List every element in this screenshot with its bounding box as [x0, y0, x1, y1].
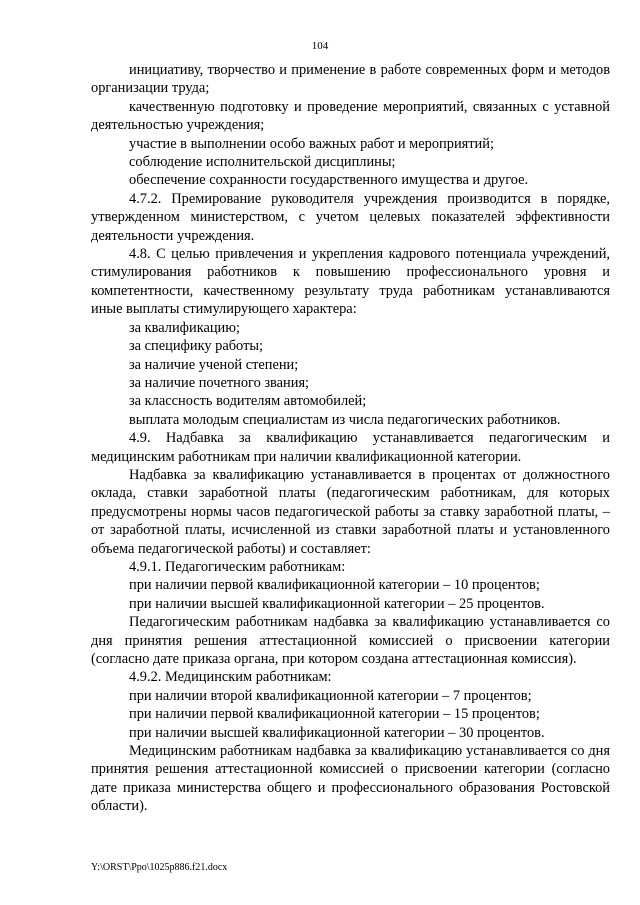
list-item: за наличие ученой степени; — [129, 356, 299, 373]
list-item: за наличие почетного звания; — [129, 374, 310, 391]
paragraph: 4.9. Надбавка за квалификацию устанавливается педагогическим и медицинским работникам при наличии квалификационной категории. — [91, 430, 610, 465]
paragraph: 4.7.2. Премирование руководителя учреждения производится в порядке, утвержденном министерством, с учетом целевых показателей эффективности деятельности учреждения. — [91, 190, 610, 244]
list-item: при наличии первой квалификационной категории – 10 процентов; — [129, 577, 540, 594]
paragraph: инициативу, творчество и применение в работе современных форм и методов организации труда; — [91, 62, 610, 97]
list-item: 4.9.1. Педагогическим работникам: — [129, 558, 346, 575]
document-body — [91, 61, 610, 816]
list-item: за классность водителям автомобилей; — [129, 393, 367, 410]
list-item: соблюдение исполнительской дисциплины; — [129, 154, 396, 171]
list-item: при наличии высшей квалификационной категории – 25 процентов. — [129, 595, 545, 612]
list-item: за специфику работы; — [129, 338, 264, 355]
list-item: выплата молодым специалистам из числа педагогических работников. — [129, 411, 561, 428]
list-item: 4.9.2. Медицинским работникам: — [129, 669, 332, 686]
page-number: 104 — [311, 40, 329, 52]
paragraph: Медицинским работникам надбавка за квалификацию устанавливается со дня принятия решения аттестационной комиссией о присвоении категории (согласно дате приказа министерства общего и профессионального образования Ростовской области). — [91, 743, 610, 815]
list-item: за квалификацию; — [129, 319, 241, 336]
paragraph: Надбавка за квалификацию устанавливается в процентах от должностного оклада, ставки заработной платы (педагогическим работникам, для которых предусмотрены нормы часов педагогической работы за ставку заработной платы, – от заработной платы, исчисленной из ставки заработной платы и установленного объема педагогической работы) и составляет: — [91, 466, 610, 557]
list-item: при наличии высшей квалификационной категории – 30 процентов. — [129, 724, 545, 741]
paragraph: качественную подготовку и проведение мероприятий, связанных с уставной деятельностью учреждения; — [91, 98, 610, 134]
list-item: при наличии первой квалификационной категории – 15 процентов; — [129, 706, 540, 723]
paragraph: 4.8. С целью привлечения и укрепления кадрового потенциала учреждений, стимулирования работников к повышению профессионального уровня и компетентности, качественному результату труда работникам устанавливаются иные выплаты стимулирующего характера: — [91, 246, 610, 318]
list-item: участие в выполнении особо важных работ и мероприятий; — [129, 135, 494, 152]
footer-file-path: Y:\ORST\Ppo\1025p886.f21.docx — [91, 862, 228, 873]
list-item: при наличии второй квалификационной категории – 7 процентов; — [129, 687, 532, 704]
paragraph: Педагогическим работникам надбавка за квалификацию устанавливается со дня принятия решения аттестационной комиссией о присвоении категории (согласно дате приказа органа, при котором создана аттестационная комиссия). — [91, 614, 610, 667]
list-item: обеспечение сохранности государственного имущества и другое. — [129, 172, 529, 189]
